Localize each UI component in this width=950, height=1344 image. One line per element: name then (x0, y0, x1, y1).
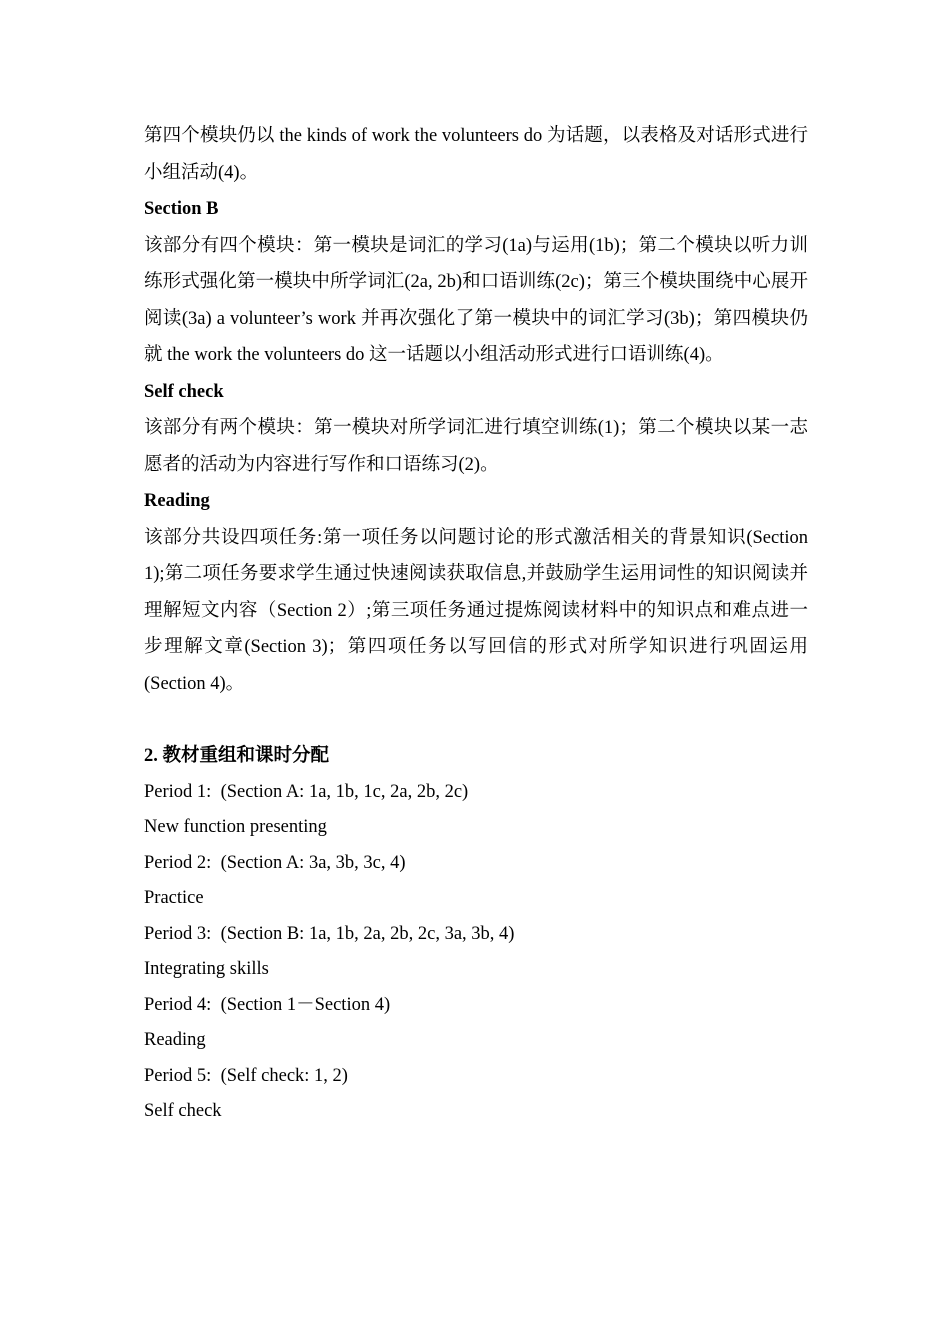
schedule-heading: 2. 教材重组和课时分配 (144, 746, 330, 766)
period-4-type: Reading (144, 1030, 206, 1050)
period-5-line: Period 5: (Self check: 1, 2) (144, 1065, 348, 1086)
period-3-line: Period 3: (Section B: 1a, 1b, 2a, 2b, 2c, 3a, 3b, 4) (144, 923, 515, 944)
period-2-line: Period 2: (Section A: 3a, 3b, 3c, 4) (144, 852, 406, 873)
self-check-heading: Self check (144, 381, 224, 402)
section-b-heading: Section B (144, 199, 219, 219)
self-check-paragraph: 该部分有两个模块：第一模块对所学词汇进行填空训练(1)；第二个模块以某一志愿者的活动为内容进行写作和口语练习(2)。 (144, 418, 808, 475)
period-1-type: New function presenting (144, 817, 327, 837)
intro-paragraph: 第四个模块仍以 the kinds of work the volunteers do 为话题，以表格及对话形式进行小组活动(4)。 (144, 126, 808, 183)
reading-paragraph: 该部分共设四项任务:第一项任务以问题讨论的形式激活相关的背景知识(Section 1);第二项任务要求学生通过快速阅读获取信息,并鼓励学生运用词性的知识阅读并理解短文内容（Section 2）;第三项任务通过提炼阅读材料中的知识点和难点进一步理解文章(Section 3)；第四项任务以写回信的形式对所学知识进行巩固运用(Section 4)。 (144, 527, 808, 694)
period-5-type: Self check (144, 1101, 222, 1121)
period-1-line: Period 1: (Section A: 1a, 1b, 1c, 2a, 2b, 2c) (144, 781, 469, 802)
period-2-type: Practice (144, 888, 204, 908)
section-b-paragraph: 该部分有四个模块：第一模块是词汇的学习(1a)与运用(1b)；第二个模块以听力训练形式强化第一模块中所学词汇(2a, 2b)和口语训练(2c)；第三个模块围绕中心展开阅读(3a) a volunteer’s work 并再次强化了第一模块中的词汇学习(3b)；第四模块仍就 the work the volunteers do 这一话题以小组活动形式进行口语训练(4)。 (144, 235, 808, 365)
period-3-type: Integrating skills (144, 959, 269, 979)
document-page (144, 118, 808, 1130)
period-4-line: Period 4: (Section 1－Section 4) (144, 994, 391, 1015)
schedule-list (144, 775, 808, 1130)
blank-line (144, 702, 808, 738)
reading-heading: Reading (144, 491, 210, 511)
